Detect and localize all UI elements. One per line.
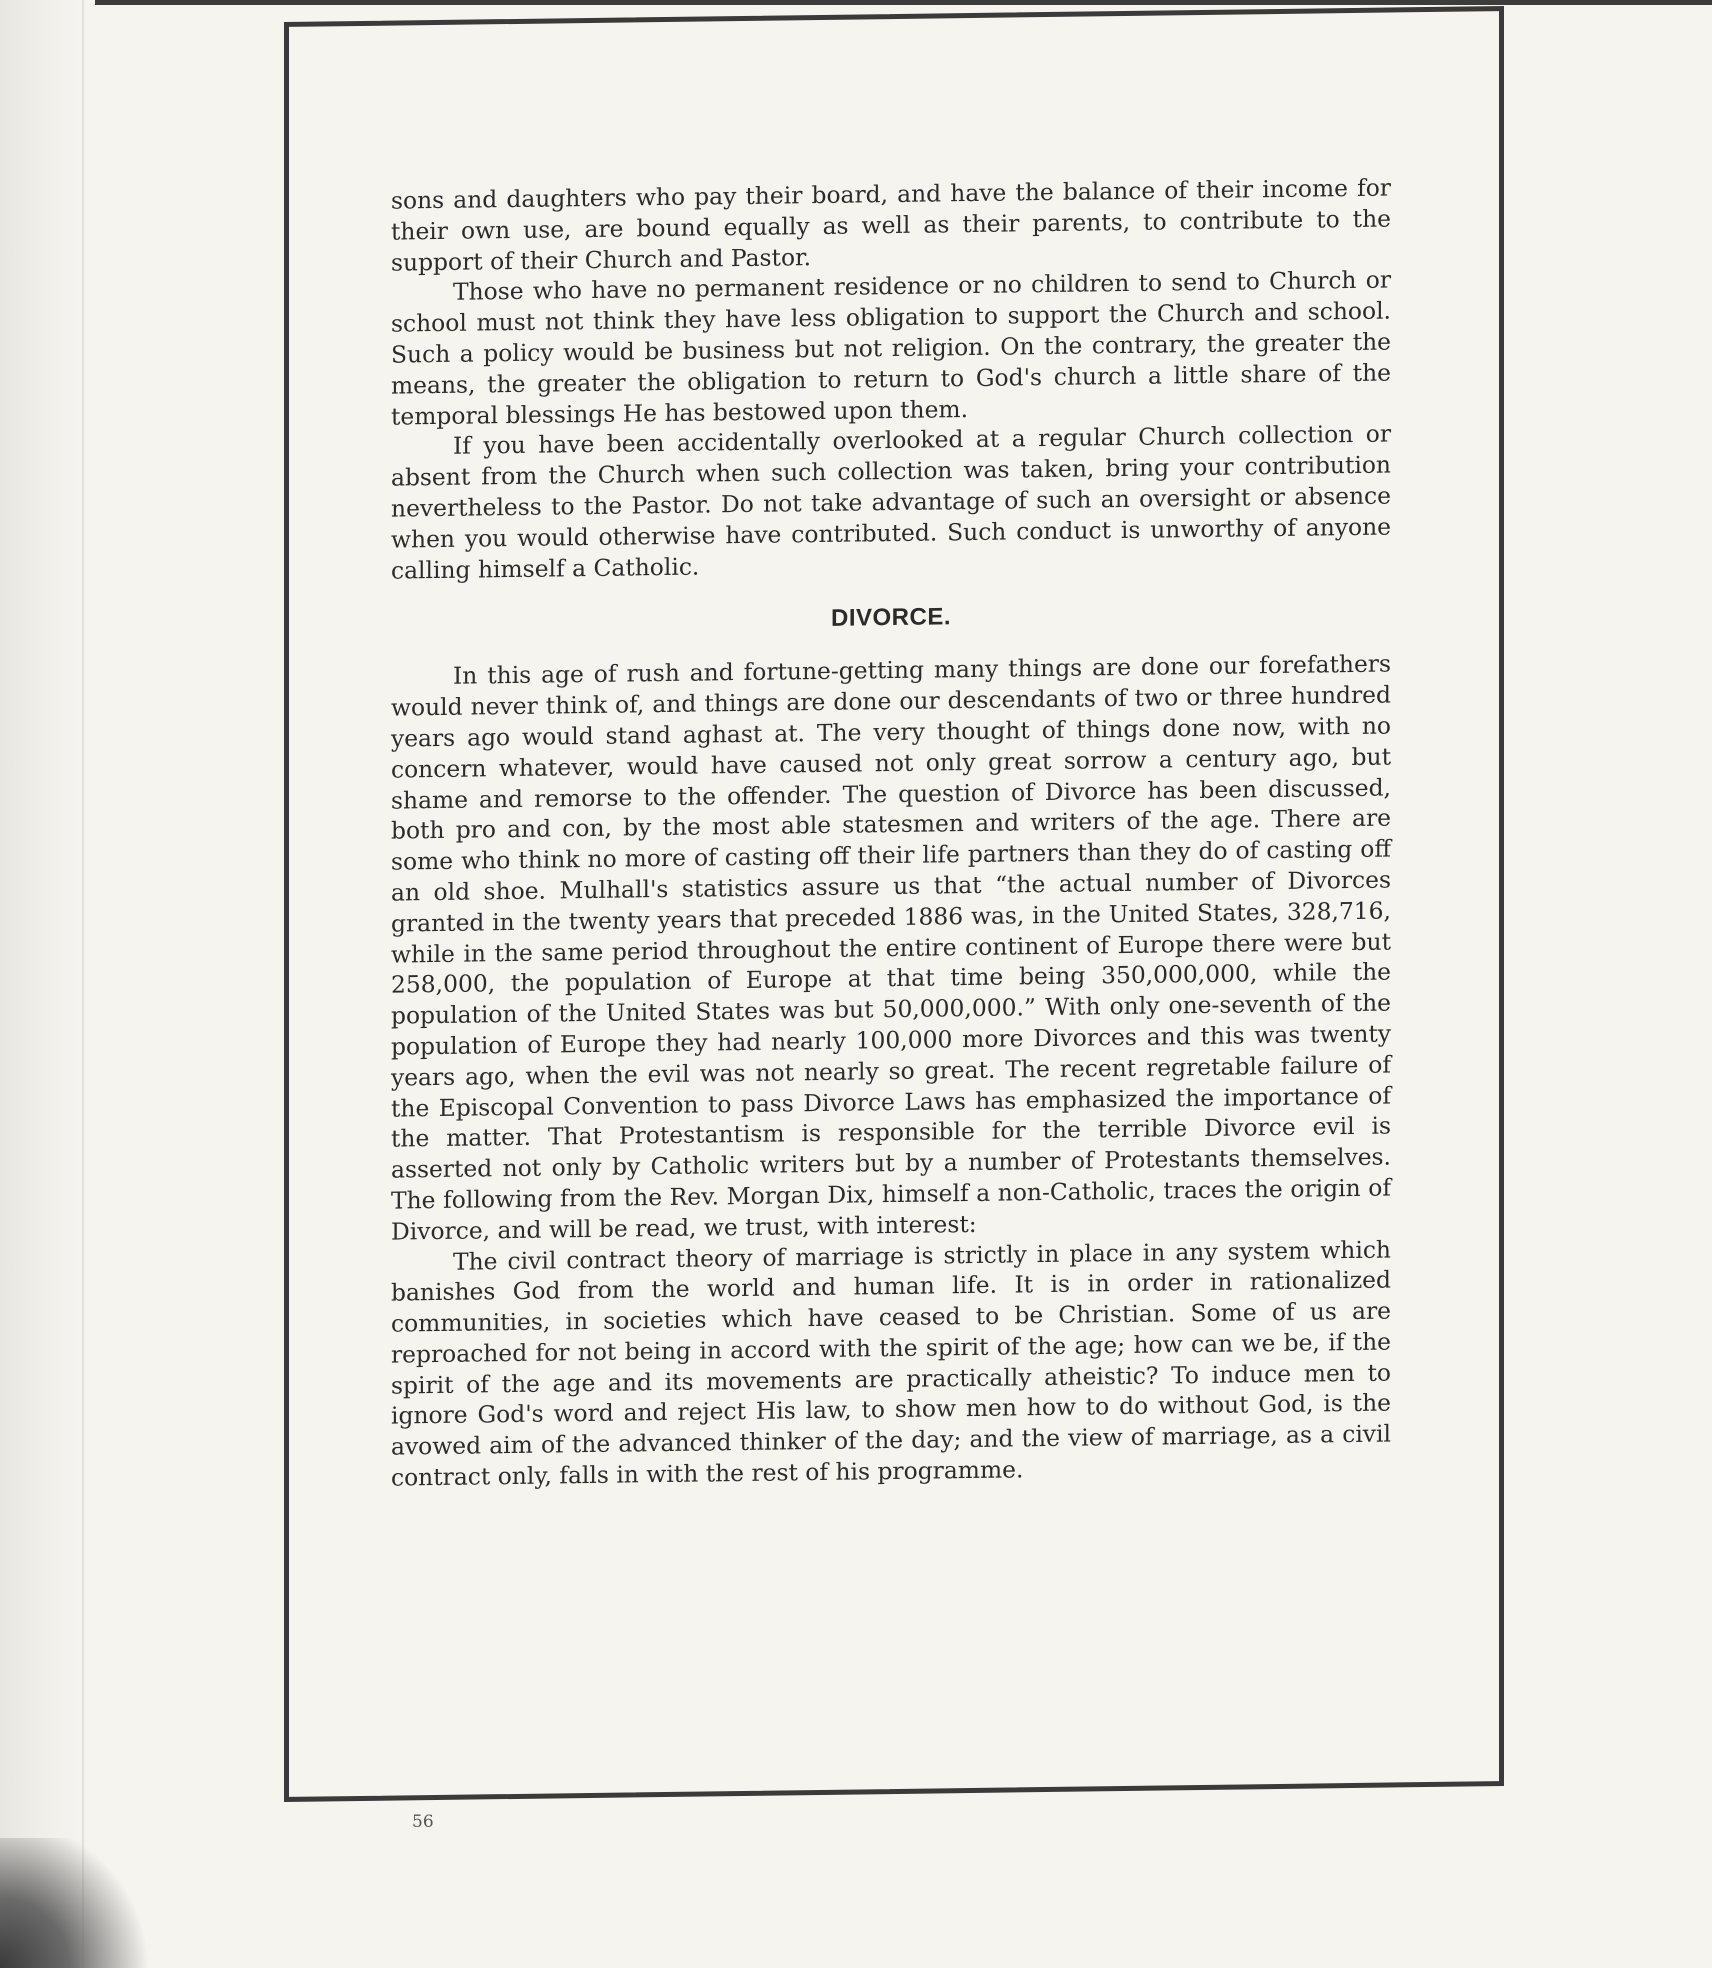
page-border-frame [284,6,1504,1802]
section-heading-divorce: DIVORCE. [830,603,951,633]
scan-corner-shadow [0,1838,150,1968]
scan-binding-line [82,0,84,1968]
page-number: 56 [412,1812,434,1832]
intro-paragraph-1: sons and daughters who pay their board, and have the balance of their income for their own use, are bound equally as well as their parents, to contribute to the support of their Church and Pastor. [391,173,1391,277]
intro-paragraph-2: Those who have no permanent residence or no children to send to Church or school must not think they have less obligation to support the Church and school. Such a policy would be business but not religion. On the contrary, the greater the means, the greater the obligation to return to God's church a little share of the temporal blessings He has bestowed upon them. [391,265,1391,431]
scan-left-margin [0,0,95,1968]
intro-paragraph-3: If you have been accidentally overlooked at a regular Church collection or absent from the Church when such collection was taken, bring your contribution nevertheless to the Pastor. Do not take advantage of such an oversight or absence when you would otherwise have contributed. Such conduct is unworthy of anyone calling himself a Catholic. [391,419,1391,585]
scan-top-edge [0,0,1712,5]
divorce-paragraph-1: In this age of rush and fortune-getting many things are done our forefathers would never think of, and things are done our descendants of two or three hundred years ago would stand aghast at. The very thought of things done now, with no concern whatever, would have caused not only great sorrow a century ago, but shame and remorse to the offender. The question of Divorce has been discussed, both pro and con, by the most able statesmen and writers of the age. There are some who think no more of casting off their life partners than they do of casting off an old shoe. Mulhall's statistics assure us that “the actual number of Divorces granted in the twenty years that preceded 1886 was, in the United States, 328,716, while in the same period throughout the entire continent of Europe there were but 258,000, the population of Europe at that time being 350,000,000, while the population of the United States was but 50,000,000.” With only one-seventh of the population of Europe they had nearly 100,000 more Divorces and this was twenty years ago, when the evil was not nearly so great. The recent regretable failure of the Episcopal Convention to pass Divorce Laws has emphasized the importance of the matter. That Protestantism is responsible for the terrible Divorce evil is asserted not only by Catholic writers but by a number of Protestants themselves. The following from the Rev. Morgan Dix, himself a non-Catholic, traces the origin of Divorce, and will be read, we trust, with interest: [391,649,1391,1246]
divorce-quote-paragraph: The civil contract theory of marriage is strictly in place in any system which banishes God from the world and human life. It is in order in rationalized communities, in societies which have ceased to be Christian. Some of us are reproached for not being in accord with the spirit of the age; how can we be, if the spirit of the age and its movements are practically atheistic? To induce men to ignore God's word and reject His law, to show men how to do without God, is the avowed aim of the advanced thinker of the day; and the view of marriage, as a civil contract only, falls in with the rest of his programme. [391,1235,1391,1492]
page-text-block [391,173,1391,1494]
